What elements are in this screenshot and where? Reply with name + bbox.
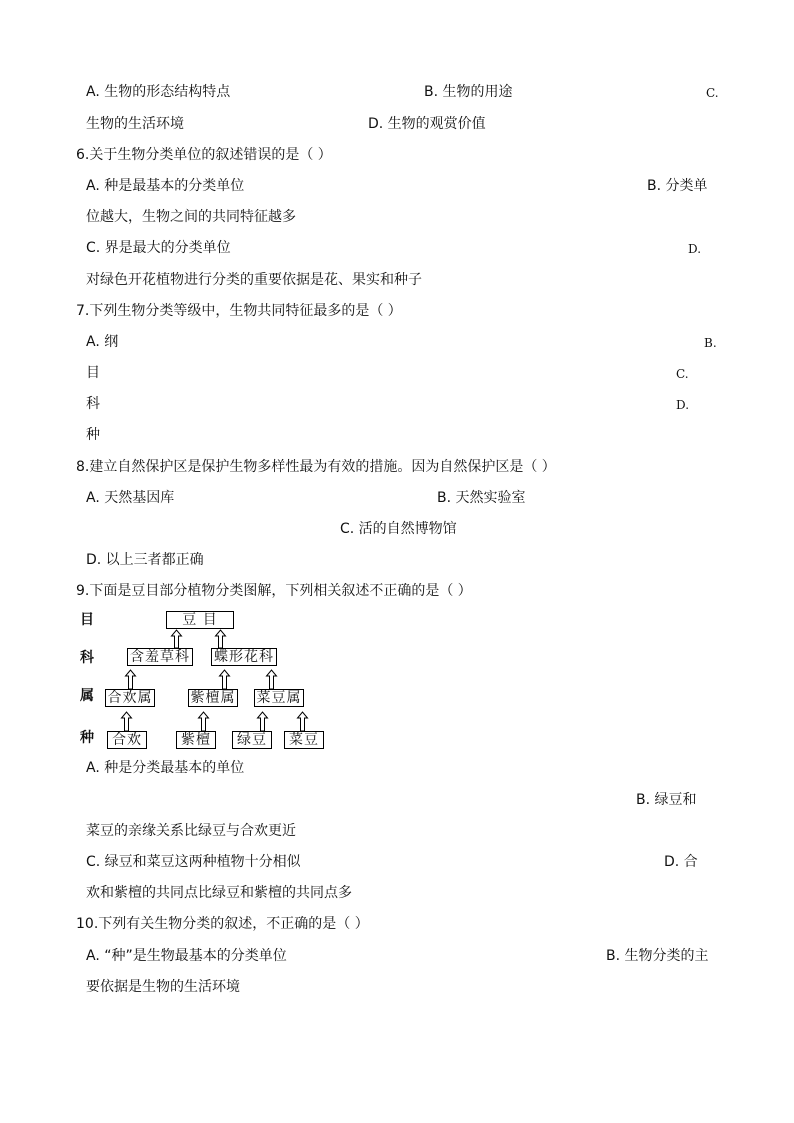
q9-option-b: B. 绿豆和 xyxy=(636,792,697,808)
q6-option-c: C. 界是最大的分类单位 xyxy=(86,240,231,256)
q9-option-b-cont: 菜豆的亲缘关系比绿豆与合欢更近 xyxy=(86,823,296,839)
rank-label-order: 目 xyxy=(80,612,94,628)
rank-label-family: 科 xyxy=(80,650,94,666)
classification-diagram xyxy=(70,608,340,750)
q7-option-a: A. 纲 xyxy=(86,334,119,350)
q6-option-d-label: D. xyxy=(688,242,702,256)
q7-stem: 7.下列生物分类等级中，生物共同特征最多的是（ ） xyxy=(76,303,402,319)
box-species-kidney-bean: 菜豆 xyxy=(284,731,324,749)
q10-option-a: A. “种”是生物最基本的分类单位 xyxy=(86,948,287,964)
box-genus-pterocarpus: 紫檀属 xyxy=(188,689,238,707)
q9-option-d: D. 合 xyxy=(664,854,698,870)
q9-option-d-cont: 欢和紫檀的共同点比绿豆和紫檀的共同点多 xyxy=(86,885,352,901)
q7-option-d-text: 种 xyxy=(86,427,100,443)
q10-option-b: B. 生物分类的主 xyxy=(606,948,709,964)
arrow-up-icon xyxy=(172,630,182,648)
q6-option-b: B. 分类单 xyxy=(647,178,708,194)
q8-option-c: C. 活的自然博物馆 xyxy=(340,521,457,537)
q9-option-c: C. 绿豆和菜豆这两种植物十分相似 xyxy=(86,854,301,870)
arrow-up-icon xyxy=(216,630,226,648)
q6-option-a: A. 种是最基本的分类单位 xyxy=(86,178,245,194)
arrow-up-icon xyxy=(199,712,209,731)
q5-option-c-label: C. xyxy=(706,86,719,100)
q7-option-c-text: 科 xyxy=(86,396,100,412)
q8-stem: 8.建立自然保护区是保护生物多样性最为有效的措施。因为自然保护区是（ ） xyxy=(76,459,556,475)
q9-option-a: A. 种是分类最基本的单位 xyxy=(86,760,245,776)
arrow-up-icon xyxy=(122,712,132,731)
arrow-up-icon xyxy=(267,670,277,689)
q6-option-d-text: 对绿色开花植物进行分类的重要依据是花、果实和种子 xyxy=(86,272,422,288)
q7-option-d-label: D. xyxy=(676,398,690,412)
q5-option-a: A. 生物的形态结构特点 xyxy=(86,84,231,100)
q10-option-b-cont: 要依据是生物的生活环境 xyxy=(86,979,240,995)
q7-option-b-text: 目 xyxy=(86,365,100,381)
q5-option-b: B. 生物的用途 xyxy=(424,84,513,100)
q6-stem: 6.关于生物分类单位的叙述错误的是（ ） xyxy=(76,147,332,163)
rank-label-genus: 属 xyxy=(80,688,94,704)
arrow-up-icon xyxy=(258,712,268,731)
box-species-mung-bean: 绿豆 xyxy=(232,731,272,749)
arrow-up-icon xyxy=(126,670,136,689)
rank-label-species: 种 xyxy=(80,730,94,746)
q8-option-d: D. 以上三者都正确 xyxy=(86,552,204,568)
box-family-mimosaceae: 含羞草科 xyxy=(127,648,193,666)
q8-option-a: A. 天然基因库 xyxy=(86,490,175,506)
q7-option-b-label: B. xyxy=(704,336,717,350)
q5-option-c-text: 生物的生活环境 xyxy=(86,116,184,132)
box-family-papilionaceae: 蝶形花科 xyxy=(211,648,277,666)
arrow-up-icon xyxy=(220,670,230,689)
q8-option-b: B. 天然实验室 xyxy=(437,490,526,506)
box-species-albizia: 合欢 xyxy=(107,731,147,749)
arrow-up-icon xyxy=(298,712,308,731)
box-genus-albizia: 合欢属 xyxy=(105,689,155,707)
q10-stem: 10.下列有关生物分类的叙述，不正确的是（ ） xyxy=(76,916,369,932)
box-order-legume: 豆 目 xyxy=(166,611,234,629)
q7-option-c-label: C. xyxy=(676,367,689,381)
box-genus-phaseolus: 菜豆属 xyxy=(254,689,304,707)
q5-option-d: D. 生物的观赏价值 xyxy=(368,116,486,132)
box-species-pterocarpus: 紫檀 xyxy=(176,731,216,749)
q9-stem: 9.下面是豆目部分植物分类图解，下列相关叙述不正确的是（ ） xyxy=(76,583,472,599)
q6-option-b-cont: 位越大，生物之间的共同特征越多 xyxy=(86,209,296,225)
diagram-arrows xyxy=(70,608,340,750)
